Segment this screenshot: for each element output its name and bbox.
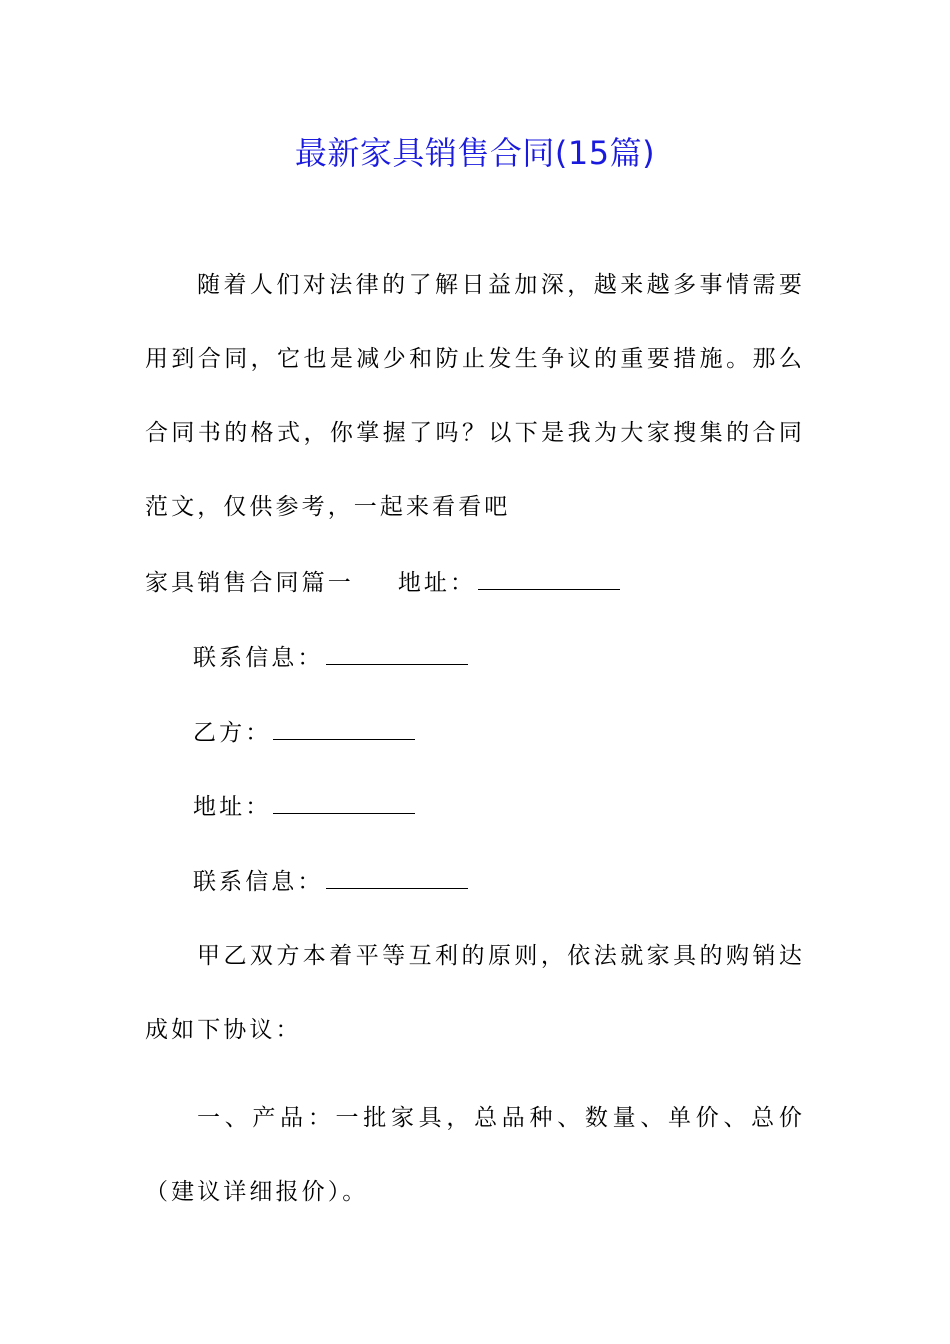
party-b-row [193, 713, 415, 753]
contact-row [193, 638, 468, 678]
contact-label: 联系信息： [193, 645, 324, 671]
party-b-contact-row [193, 862, 468, 902]
party-b-blank [273, 715, 415, 740]
party-b-address-blank [273, 789, 415, 814]
party-b-label: 乙方： [193, 720, 272, 746]
party-b-address-row [193, 787, 415, 827]
address-blank [478, 565, 620, 590]
contact-blank [326, 640, 468, 665]
party-b-contact-blank [326, 864, 468, 889]
address-label: 地址： [397, 570, 477, 596]
document-title: 最新家具销售合同(15篇) [294, 134, 656, 172]
agreement-paragraph: 甲乙双方本着平等互利的原则，依法就家具的购销达成如下协议： [145, 943, 805, 1043]
clause-1-paragraph: 一、产品：一批家具，总品种、数量、单价、总价（建议详细报价）。 [145, 1105, 805, 1205]
intro-paragraph: 随着人们对法律的了解日益加深，越来越多事情需要用到合同，它也是减少和防止发生争议的重要措施。那么合同书的格式，你掌握了吗？以下是我为大家搜集的合同范文，仅供参考，一起来看看吧 [145, 272, 805, 520]
party-b-address-label: 地址： [193, 794, 272, 820]
section-heading-row [145, 563, 620, 603]
section-heading: 家具销售合同篇一 [145, 570, 354, 596]
party-b-contact-label: 联系信息： [193, 869, 324, 895]
